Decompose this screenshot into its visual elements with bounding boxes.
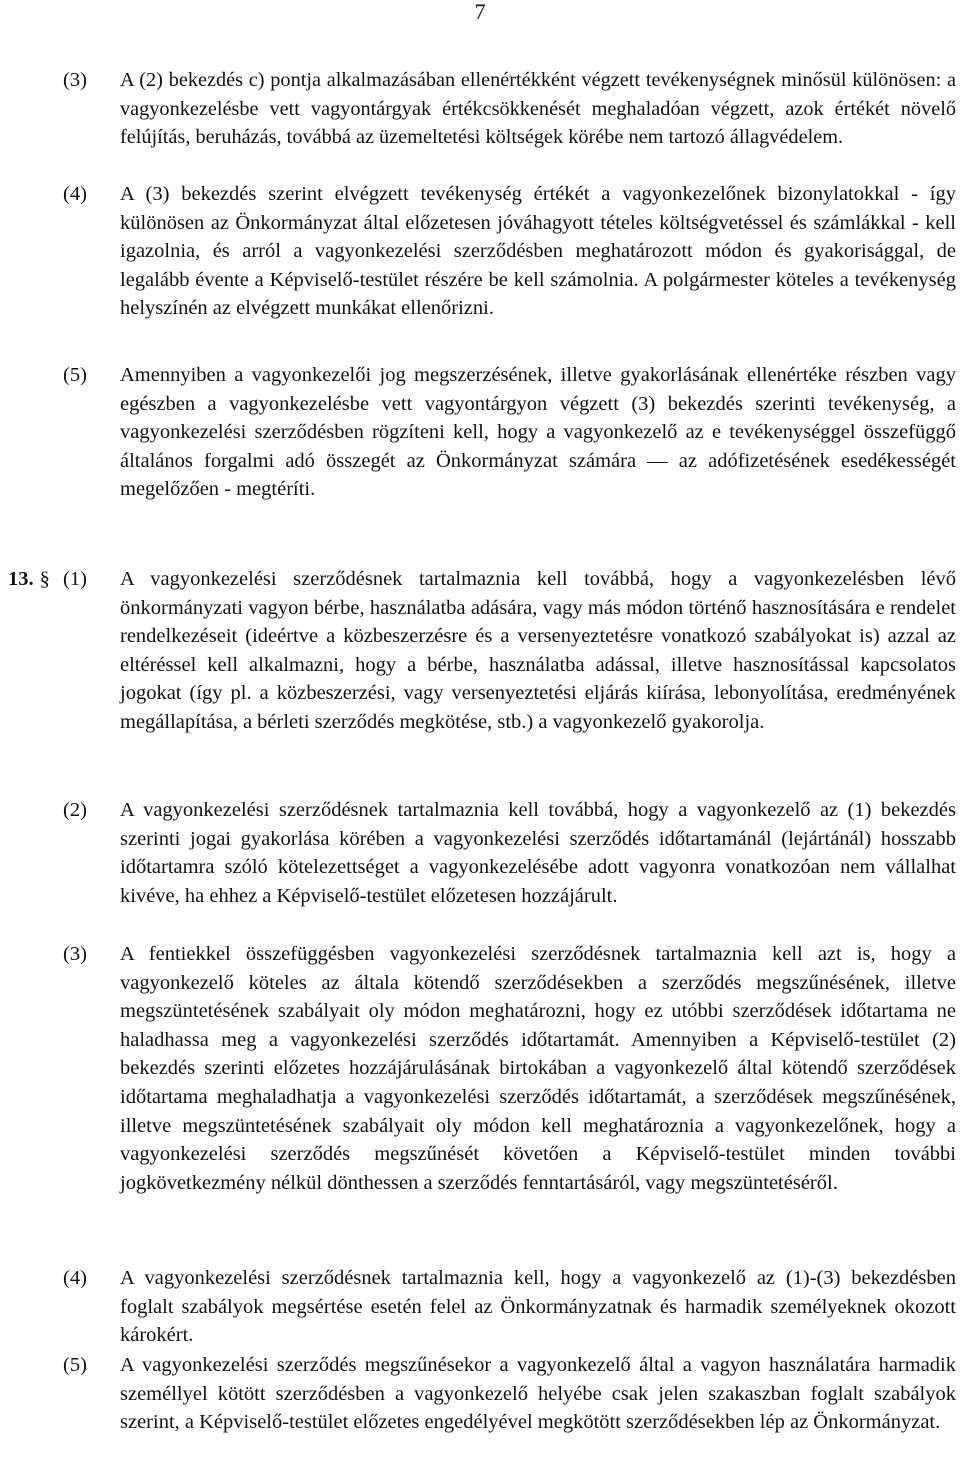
paragraph-text: A vagyonkezelési szerződésnek tartalmaznia kell továbbá, hogy a vagyonkezelő az (1) bekezdés szerinti jogai gyakorlása körében a vagyonkezelési szerződés időtartamánál (lejártánál) hosszabb időtartamra szóló kötelezettséget a vagyonkezelésébe adott vagyonra vonatkozóan nem vállalhat kivéve, ha ehhez a Képviselő-testület előzetesen hozzájárult. [120, 799, 956, 907]
paragraph-number: (5) [63, 1354, 87, 1376]
section-paragraph-5 [63, 1351, 956, 1437]
paragraph-text: A (3) bekezdés szerint elvégzett tevékenység értékét a vagyonkezelőnek bizonylatokkal - így különösen az Önkormányzat által előzetesen jóváhagyott tételes költségvetéssel és számlákkal - kell igazolnia, és arról a vagyonkezelési szerződésben meghatározott módon és gyakorisággal, de legalább évente a Képviselő-testület részére be kell számolnia. A polgármester köteles a tevékenység helyszínén az elvégzett munkákat ellenőrizni. [120, 183, 956, 320]
paragraph-number: (3) [63, 943, 87, 965]
paragraph-text: Amennyiben a vagyonkezelői jog megszerzésének, illetve gyakorlásának ellenértéke részben vagy egészben a vagyonkezelésbe vett vagyontárgyon végzett (3) bekezdés szerinti tevékenység, a vagyonkezelési szerződésben rögzíteni kell, hogy a vagyonkezelő az e tevékenységgel összefüggő általános forgalmi adó összegét az Önkormányzat számára ― az adófizetésének esedékességét megelőzően - megtéríti. [120, 364, 956, 501]
section-heading [8, 565, 50, 594]
page-number: 7 [474, 0, 486, 24]
section-paragraph-2 [63, 796, 956, 910]
paragraph-3 [63, 66, 956, 152]
paragraph-number: (2) [63, 799, 87, 821]
paragraph-text: A vagyonkezelési szerződésnek tartalmaznia kell, hogy a vagyonkezelő az (1)-(3) bekezdésben foglalt szabályok megsértése esetén felel az Önkormányzatnak és harmadik személyeknek okozott károkért. [120, 1267, 956, 1347]
paragraph-text: A vagyonkezelési szerződés megszűnésekor a vagyonkezelő által a vagyon használatára harmadik személlyel kötött szerződésben a vagyonkezelő helyébe csak jelen szakaszban foglalt szabályok szerint, a Képviselő-testület előzetes engedélyével megkötött szerződésekben lép az Önkormányzat. [120, 1354, 956, 1434]
section-paragraph-3 [63, 940, 956, 1197]
section-number: 13. [8, 568, 34, 590]
paragraph-text: A fentiekkel összefüggésben vagyonkezelési szerződésnek tartalmaznia kell azt is, hogy a vagyonkezelő köteles az általa kötendő szerződésekben a szerződés megszűnésének, illetve megszüntetésének szabályait oly módon meghatározni, hogy ez utóbbi szerződések időtartama ne haladhassa meg a vagyonkezelési szerződés időtartamát. Amennyiben a Képviselő-testület (2) bekezdés szerinti előzetes hozzájárulásának birtokában a vagyonkezelő által kötendő szerződések időtartama meghaladhatja a vagyonkezelési szerződés időtartamát, a szerződések megszűnésének, illetve megszüntetésének szabályait oly módon kell meghatároznia a vagyonkezelőnek, hogy a vagyonkezelési szerződés megszűnését követően a Képviselő-testület minden további jogkövetkezmény nélkül dönthessen a szerződés fenntartásáról, vagy megszüntetéséről. [120, 943, 956, 1194]
section-paragraph-1 [63, 565, 956, 737]
paragraph-4 [63, 180, 956, 323]
paragraph-text: A (2) bekezdés c) pontja alkalmazásában ellenértékként végzett tevékenységnek minősül különösen: a vagyonkezelésbe vett vagyontárgyak értékcsökkenését meghaladóan végzett, azok értékét növelő felújítás, beruházás, továbbá az üzemeltetési költségek körébe nem tartozó állagvédelem. [120, 69, 956, 149]
paragraph-number: (1) [63, 568, 87, 590]
paragraph-number: (4) [63, 183, 87, 205]
paragraph-number: (5) [63, 364, 87, 386]
paragraph-5 [63, 361, 956, 504]
paragraph-number: (3) [63, 69, 87, 91]
paragraph-number: (4) [63, 1267, 87, 1289]
section-sign: § [39, 568, 50, 590]
section-paragraph-4 [63, 1264, 956, 1350]
paragraph-text: A vagyonkezelési szerződésnek tartalmaznia kell továbbá, hogy a vagyonkezelésben lévő önkormányzati vagyon bérbe, használatba adására, vagy más módon történő hasznosítására e rendelet rendelkezéseit (ideértve a közbeszerzésre és a versenyeztetésre vonatkozó szabályokat is) azzal az eltéréssel kell alkalmazni, hogy a bérbe, használatba adással, illetve hasznosítással kapcsolatos jogokat (így pl. a közbeszerzési, vagy versenyeztetési eljárás kiírása, lebonyolítása, eredményének megállapítása, a bérleti szerződés megkötése, stb.) a vagyonkezelő gyakorolja. [120, 568, 956, 733]
